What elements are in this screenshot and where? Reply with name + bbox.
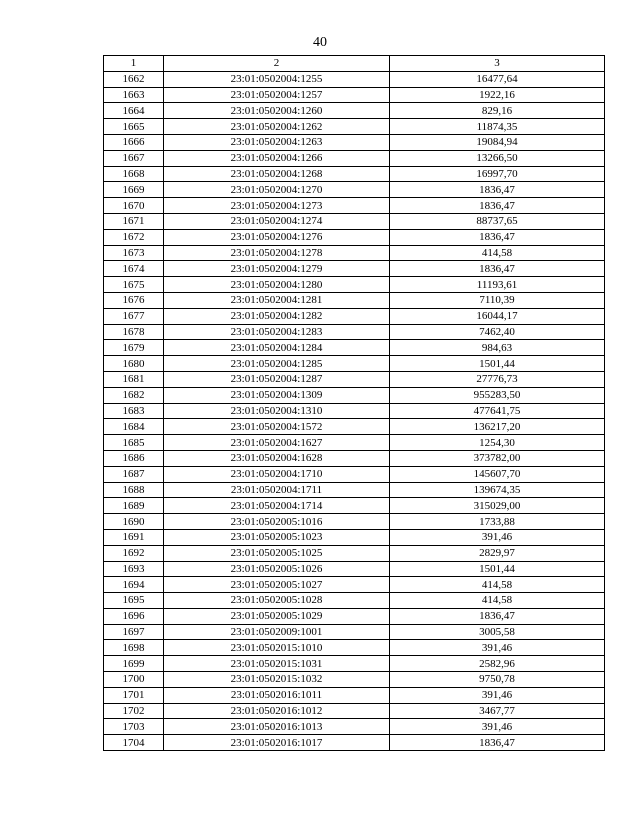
table-row — [104, 593, 605, 609]
value-cell: 3467,77 — [390, 703, 605, 719]
row-number-cell: 1689 — [104, 498, 164, 514]
table-row — [104, 277, 605, 293]
row-number-cell: 1674 — [104, 261, 164, 277]
table-row — [104, 166, 605, 182]
table-row — [104, 561, 605, 577]
cadastral-number-cell: 23:01:0502004:1273 — [164, 198, 390, 214]
table-row — [104, 624, 605, 640]
value-cell: 27776,73 — [390, 371, 605, 387]
row-number-cell: 1678 — [104, 324, 164, 340]
value-cell: 1836,47 — [390, 735, 605, 751]
table-row — [104, 71, 605, 87]
cadastral-number-cell: 23:01:0502005:1029 — [164, 608, 390, 624]
value-cell: 13266,50 — [390, 150, 605, 166]
row-number-cell: 1672 — [104, 229, 164, 245]
table-row — [104, 577, 605, 593]
cadastral-number-cell: 23:01:0502005:1027 — [164, 577, 390, 593]
row-number-cell: 1702 — [104, 703, 164, 719]
table-row — [104, 213, 605, 229]
row-number-cell: 1695 — [104, 593, 164, 609]
table-row — [104, 308, 605, 324]
cadastral-number-cell: 23:01:0502004:1710 — [164, 466, 390, 482]
row-number-cell: 1683 — [104, 403, 164, 419]
cadastral-number-cell: 23:01:0502004:1711 — [164, 482, 390, 498]
value-cell: 414,58 — [390, 577, 605, 593]
cadastral-number-cell: 23:01:0502004:1714 — [164, 498, 390, 514]
value-cell: 9750,78 — [390, 672, 605, 688]
cadastral-number-cell: 23:01:0502004:1262 — [164, 119, 390, 135]
value-cell: 1836,47 — [390, 261, 605, 277]
page-number: 40 — [313, 35, 327, 50]
table-row — [104, 356, 605, 372]
value-cell: 414,58 — [390, 593, 605, 609]
table-row — [104, 419, 605, 435]
row-number-cell: 1679 — [104, 340, 164, 356]
cadastral-number-cell: 23:01:0502004:1309 — [164, 387, 390, 403]
value-cell: 19084,94 — [390, 134, 605, 150]
cadastral-number-cell: 23:01:0502004:1279 — [164, 261, 390, 277]
table-row — [104, 324, 605, 340]
table-row — [104, 134, 605, 150]
cadastral-number-cell: 23:01:0502004:1270 — [164, 182, 390, 198]
row-number-cell: 1696 — [104, 608, 164, 624]
row-number-cell: 1691 — [104, 529, 164, 545]
row-number-cell: 1665 — [104, 119, 164, 135]
cadastral-number-cell: 23:01:0502004:1282 — [164, 308, 390, 324]
column-header-3: 3 — [390, 56, 605, 72]
value-cell: 88737,65 — [390, 213, 605, 229]
row-number-cell: 1684 — [104, 419, 164, 435]
value-cell: 1836,47 — [390, 608, 605, 624]
cadastral-number-cell: 23:01:0502015:1031 — [164, 656, 390, 672]
cadastral-number-cell: 23:01:0502004:1628 — [164, 450, 390, 466]
cadastral-number-cell: 23:01:0502009:1001 — [164, 624, 390, 640]
row-number-cell: 1697 — [104, 624, 164, 640]
table-row — [104, 450, 605, 466]
row-number-cell: 1685 — [104, 435, 164, 451]
table-row — [104, 498, 605, 514]
row-number-cell: 1690 — [104, 514, 164, 530]
cadastral-number-cell: 23:01:0502004:1284 — [164, 340, 390, 356]
row-number-cell: 1694 — [104, 577, 164, 593]
value-cell: 1922,16 — [390, 87, 605, 103]
row-number-cell: 1704 — [104, 735, 164, 751]
row-number-cell: 1680 — [104, 356, 164, 372]
cadastral-number-cell: 23:01:0502015:1010 — [164, 640, 390, 656]
cadastral-number-cell: 23:01:0502004:1285 — [164, 356, 390, 372]
cadastral-number-cell: 23:01:0502016:1013 — [164, 719, 390, 735]
table-row — [104, 87, 605, 103]
table-row — [104, 735, 605, 751]
cadastral-number-cell: 23:01:0502004:1255 — [164, 71, 390, 87]
table-row — [104, 182, 605, 198]
table-row — [104, 119, 605, 135]
cadastral-number-cell: 23:01:0502004:1266 — [164, 150, 390, 166]
value-cell: 984,63 — [390, 340, 605, 356]
value-cell: 2582,96 — [390, 656, 605, 672]
table-row — [104, 229, 605, 245]
row-number-cell: 1666 — [104, 134, 164, 150]
table-row — [104, 719, 605, 735]
cadastral-number-cell: 23:01:0502004:1260 — [164, 103, 390, 119]
row-number-cell: 1700 — [104, 672, 164, 688]
column-header-2: 2 — [164, 56, 390, 72]
table-header-row — [104, 56, 605, 72]
row-number-cell: 1667 — [104, 150, 164, 166]
row-number-cell: 1677 — [104, 308, 164, 324]
table-row — [104, 435, 605, 451]
row-number-cell: 1664 — [104, 103, 164, 119]
value-cell: 11193,61 — [390, 277, 605, 293]
table-row — [104, 608, 605, 624]
value-cell: 1733,88 — [390, 514, 605, 530]
value-cell: 145607,70 — [390, 466, 605, 482]
row-number-cell: 1663 — [104, 87, 164, 103]
value-cell: 373782,00 — [390, 450, 605, 466]
row-number-cell: 1693 — [104, 561, 164, 577]
cadastral-number-cell: 23:01:0502016:1011 — [164, 687, 390, 703]
row-number-cell: 1687 — [104, 466, 164, 482]
cadastral-number-cell: 23:01:0502004:1257 — [164, 87, 390, 103]
table-body — [104, 71, 605, 750]
value-cell: 1836,47 — [390, 182, 605, 198]
value-cell: 391,46 — [390, 640, 605, 656]
cadastral-number-cell: 23:01:0502004:1627 — [164, 435, 390, 451]
value-cell: 7462,40 — [390, 324, 605, 340]
table-row — [104, 466, 605, 482]
row-number-cell: 1676 — [104, 292, 164, 308]
table-row — [104, 245, 605, 261]
row-number-cell: 1703 — [104, 719, 164, 735]
cadastral-number-cell: 23:01:0502004:1276 — [164, 229, 390, 245]
value-cell: 391,46 — [390, 719, 605, 735]
table-row — [104, 387, 605, 403]
value-cell: 955283,50 — [390, 387, 605, 403]
column-header-1: 1 — [104, 56, 164, 72]
cadastral-number-cell: 23:01:0502005:1025 — [164, 545, 390, 561]
table-row — [104, 403, 605, 419]
table-row — [104, 640, 605, 656]
table-row — [104, 656, 605, 672]
value-cell: 477641,75 — [390, 403, 605, 419]
cadastral-number-cell: 23:01:0502004:1278 — [164, 245, 390, 261]
value-cell: 829,16 — [390, 103, 605, 119]
row-number-cell: 1662 — [104, 71, 164, 87]
table-row — [104, 545, 605, 561]
row-number-cell: 1701 — [104, 687, 164, 703]
value-cell: 136217,20 — [390, 419, 605, 435]
value-cell: 1254,30 — [390, 435, 605, 451]
table-row — [104, 371, 605, 387]
row-number-cell: 1688 — [104, 482, 164, 498]
table-row — [104, 340, 605, 356]
value-cell: 3005,58 — [390, 624, 605, 640]
cadastral-number-cell: 23:01:0502004:1274 — [164, 213, 390, 229]
row-number-cell: 1668 — [104, 166, 164, 182]
row-number-cell: 1673 — [104, 245, 164, 261]
table-row — [104, 687, 605, 703]
cadastral-number-cell: 23:01:0502004:1280 — [164, 277, 390, 293]
cadastral-number-cell: 23:01:0502004:1263 — [164, 134, 390, 150]
value-cell: 16997,70 — [390, 166, 605, 182]
value-cell: 16477,64 — [390, 71, 605, 87]
cadastral-number-cell: 23:01:0502016:1012 — [164, 703, 390, 719]
value-cell: 1501,44 — [390, 356, 605, 372]
table-row — [104, 482, 605, 498]
value-cell: 1836,47 — [390, 229, 605, 245]
value-cell: 391,46 — [390, 529, 605, 545]
row-number-cell: 1670 — [104, 198, 164, 214]
cadastral-number-cell: 23:01:0502005:1026 — [164, 561, 390, 577]
value-cell: 1501,44 — [390, 561, 605, 577]
value-cell: 1836,47 — [390, 198, 605, 214]
value-cell: 2829,97 — [390, 545, 605, 561]
row-number-cell: 1699 — [104, 656, 164, 672]
cadastral-number-cell: 23:01:0502016:1017 — [164, 735, 390, 751]
row-number-cell: 1681 — [104, 371, 164, 387]
row-number-cell: 1692 — [104, 545, 164, 561]
value-cell: 7110,39 — [390, 292, 605, 308]
table-row — [104, 292, 605, 308]
cadastral-number-cell: 23:01:0502004:1572 — [164, 419, 390, 435]
value-cell: 315029,00 — [390, 498, 605, 514]
table-row — [104, 514, 605, 530]
row-number-cell: 1671 — [104, 213, 164, 229]
cadastral-number-cell: 23:01:0502004:1283 — [164, 324, 390, 340]
cadastral-number-cell: 23:01:0502005:1016 — [164, 514, 390, 530]
row-number-cell: 1675 — [104, 277, 164, 293]
value-cell: 391,46 — [390, 687, 605, 703]
table-row — [104, 703, 605, 719]
value-cell: 16044,17 — [390, 308, 605, 324]
cadastral-number-cell: 23:01:0502004:1268 — [164, 166, 390, 182]
cadastral-number-cell: 23:01:0502015:1032 — [164, 672, 390, 688]
row-number-cell: 1682 — [104, 387, 164, 403]
value-cell: 139674,35 — [390, 482, 605, 498]
cadastral-number-cell: 23:01:0502005:1028 — [164, 593, 390, 609]
cadastral-number-cell: 23:01:0502004:1310 — [164, 403, 390, 419]
value-cell: 11874,35 — [390, 119, 605, 135]
table-row — [104, 103, 605, 119]
row-number-cell: 1669 — [104, 182, 164, 198]
cadastral-number-cell: 23:01:0502004:1281 — [164, 292, 390, 308]
table-row — [104, 150, 605, 166]
table-row — [104, 198, 605, 214]
cadastral-number-cell: 23:01:0502005:1023 — [164, 529, 390, 545]
table-row — [104, 261, 605, 277]
row-number-cell: 1698 — [104, 640, 164, 656]
data-table — [103, 55, 605, 751]
cadastral-number-cell: 23:01:0502004:1287 — [164, 371, 390, 387]
table-row — [104, 672, 605, 688]
value-cell: 414,58 — [390, 245, 605, 261]
row-number-cell: 1686 — [104, 450, 164, 466]
table-row — [104, 529, 605, 545]
